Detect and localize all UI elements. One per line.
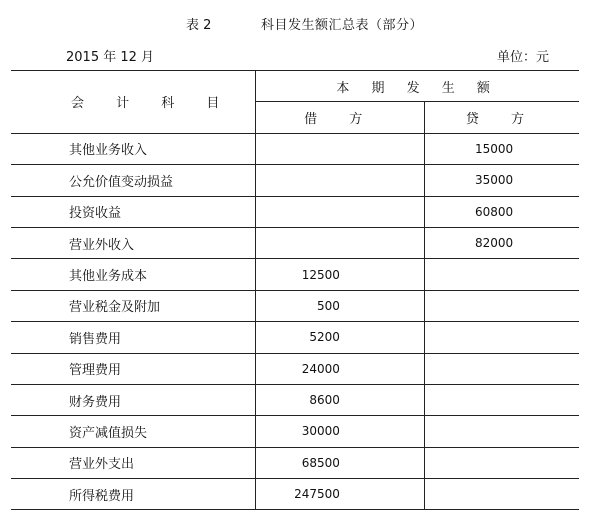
- account-name-cell: 销售费用: [11, 322, 256, 353]
- table-row: [11, 416, 579, 447]
- table-number: 表 2: [186, 18, 212, 33]
- debit-amount-cell: 500: [256, 290, 425, 321]
- credit-amount-cell: [424, 447, 579, 478]
- table-meta: [0, 44, 589, 66]
- credit-amount-cell: [424, 259, 579, 290]
- period-date: 2015 年 12 月: [66, 50, 155, 65]
- debit-amount-cell: [256, 227, 425, 258]
- debit-amount-cell: 5200: [256, 322, 425, 353]
- credit-column-header: 贷 方: [424, 102, 579, 133]
- debit-amount-cell: 12500: [256, 259, 425, 290]
- credit-amount-cell: [424, 479, 579, 510]
- account-name-cell: 营业外支出: [11, 447, 256, 478]
- debit-amount-cell: [256, 196, 425, 227]
- debit-amount-cell: 68500: [256, 447, 425, 478]
- table-row: [11, 447, 579, 478]
- account-name-cell: 其他业务收入: [11, 133, 256, 164]
- account-name-cell: 公允价值变动损益: [11, 165, 256, 196]
- credit-amount-cell: [424, 290, 579, 321]
- account-name-cell: 营业外收入: [11, 227, 256, 258]
- credit-amount-cell: 82000: [424, 227, 579, 258]
- amount-group-header: 本 期 发 生 额: [256, 71, 579, 102]
- credit-amount-cell: 60800: [424, 196, 579, 227]
- debit-amount-cell: 247500: [256, 479, 425, 510]
- account-name-cell: 投资收益: [11, 196, 256, 227]
- debit-column-header: 借 方: [256, 102, 425, 133]
- debit-amount-cell: [256, 133, 425, 164]
- debit-amount-cell: [256, 165, 425, 196]
- credit-amount-cell: 15000: [424, 133, 579, 164]
- account-name-cell: 营业税金及附加: [11, 290, 256, 321]
- account-name-cell: 资产减值损失: [11, 416, 256, 447]
- account-name-cell: 财务费用: [11, 384, 256, 415]
- table-row: [11, 196, 579, 227]
- account-name-cell: 其他业务成本: [11, 259, 256, 290]
- credit-amount-cell: [424, 322, 579, 353]
- account-name-cell: 所得税费用: [11, 479, 256, 510]
- table-row: [11, 322, 579, 353]
- table-row: [11, 353, 579, 384]
- account-column-header: 会 计 科 目: [11, 71, 256, 134]
- table-row: [11, 165, 579, 196]
- credit-amount-cell: 35000: [424, 165, 579, 196]
- table-title: 科目发生额汇总表（部分）: [261, 18, 424, 33]
- table-row: [11, 227, 579, 258]
- table-row: [11, 290, 579, 321]
- table-row: [11, 479, 579, 510]
- debit-amount-cell: 30000: [256, 416, 425, 447]
- header-row: [11, 71, 579, 102]
- table-row: [11, 259, 579, 290]
- table-row: [11, 133, 579, 164]
- account-name-cell: 管理费用: [11, 353, 256, 384]
- table-row: [11, 384, 579, 415]
- debit-amount-cell: 8600: [256, 384, 425, 415]
- credit-amount-cell: [424, 384, 579, 415]
- debit-amount-cell: 24000: [256, 353, 425, 384]
- account-summary-table: [11, 70, 579, 510]
- currency-unit: 单位：元: [496, 50, 549, 65]
- credit-amount-cell: [424, 416, 579, 447]
- credit-amount-cell: [424, 353, 579, 384]
- document-title-bar: [0, 12, 589, 34]
